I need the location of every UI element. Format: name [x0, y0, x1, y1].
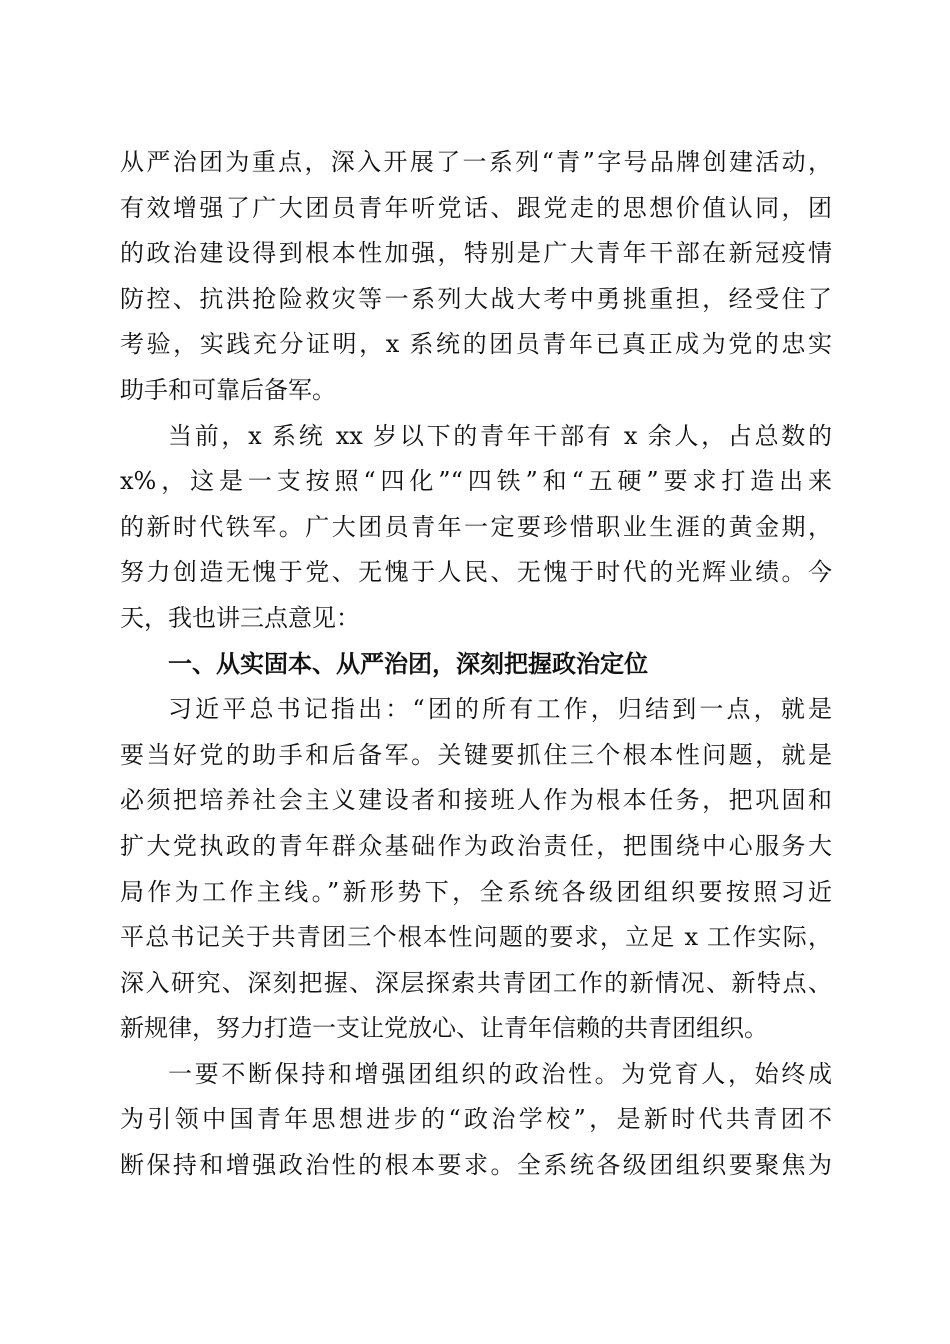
text-line: 当前，x 系统 xx 岁以下的青年干部有 x 余人，占总数的: [168, 421, 832, 450]
text-line: 的新时代铁军。广大团员青年一定要珍惜职业生涯的黄金期，: [120, 512, 832, 541]
text-line: 从严治团为重点，深入开展了一系列“青”字号品牌创建活动，: [120, 148, 832, 176]
text-line: 努力创造无愧于党、无愧于人民、无愧于时代的光辉业绩。今: [120, 558, 832, 587]
text-line: 扩大党执政的青年群众基础作为政治责任，把围绕中心服务大: [120, 831, 832, 860]
text-line: 平总书记关于共青团三个根本性问题的要求，立足 x 工作实际，: [120, 923, 832, 952]
text-line: 新规律，努力打造一支让党放心、让青年信赖的共青团组织。: [120, 1014, 768, 1043]
text-line: 局作为工作主线。”新形势下，全系统各级团组织要按照习近: [120, 877, 832, 906]
text-line: 要当好党的助手和后备军。关键要抓住三个根本性问题，就是: [120, 740, 832, 769]
text-line: 考验，实践充分证明，x 系统的团员青年已真正成为党的忠实: [120, 330, 832, 359]
text-line: 的政治建设得到根本性加强，特别是广大青年干部在新冠疫情: [120, 239, 832, 268]
text-line: 助手和可靠后备军。: [120, 375, 336, 404]
text-line: 必须把培养社会主义建设者和接班人作为根本任务，把巩固和: [120, 786, 832, 815]
text-line: 断保持和增强政治性的根本要求。全系统各级团组织要聚焦为: [120, 1151, 832, 1180]
text-line: 习近平总书记指出：“团的所有工作，归结到一点，就是: [168, 695, 832, 724]
text-line: 防控、抗洪抢险救灾等一系列大战大考中勇挑重担，经受住了: [120, 284, 832, 313]
section-heading: 一、从实固本、从严治团，深刻把握政治定位: [168, 649, 648, 678]
body-text: [120, 140, 832, 1189]
text-line: 天，我也讲三点意见：: [120, 603, 360, 632]
text-line: 有效增强了广大团员青年听党话、跟党走的思想价值认同，团: [120, 193, 832, 222]
text-line: 为引领中国青年思想进步的“政治学校”，是新时代共青团不: [120, 1105, 832, 1134]
text-line: 深入研究、深刻把握、深层探索共青团工作的新情况、新特点、: [120, 968, 832, 997]
text-line: 一要不断保持和增强团组织的政治性。为党育人，始终成: [168, 1059, 832, 1088]
text-line: x%，这是一支按照“四化”“四铁”和“五硬”要求打造出来: [120, 467, 832, 496]
